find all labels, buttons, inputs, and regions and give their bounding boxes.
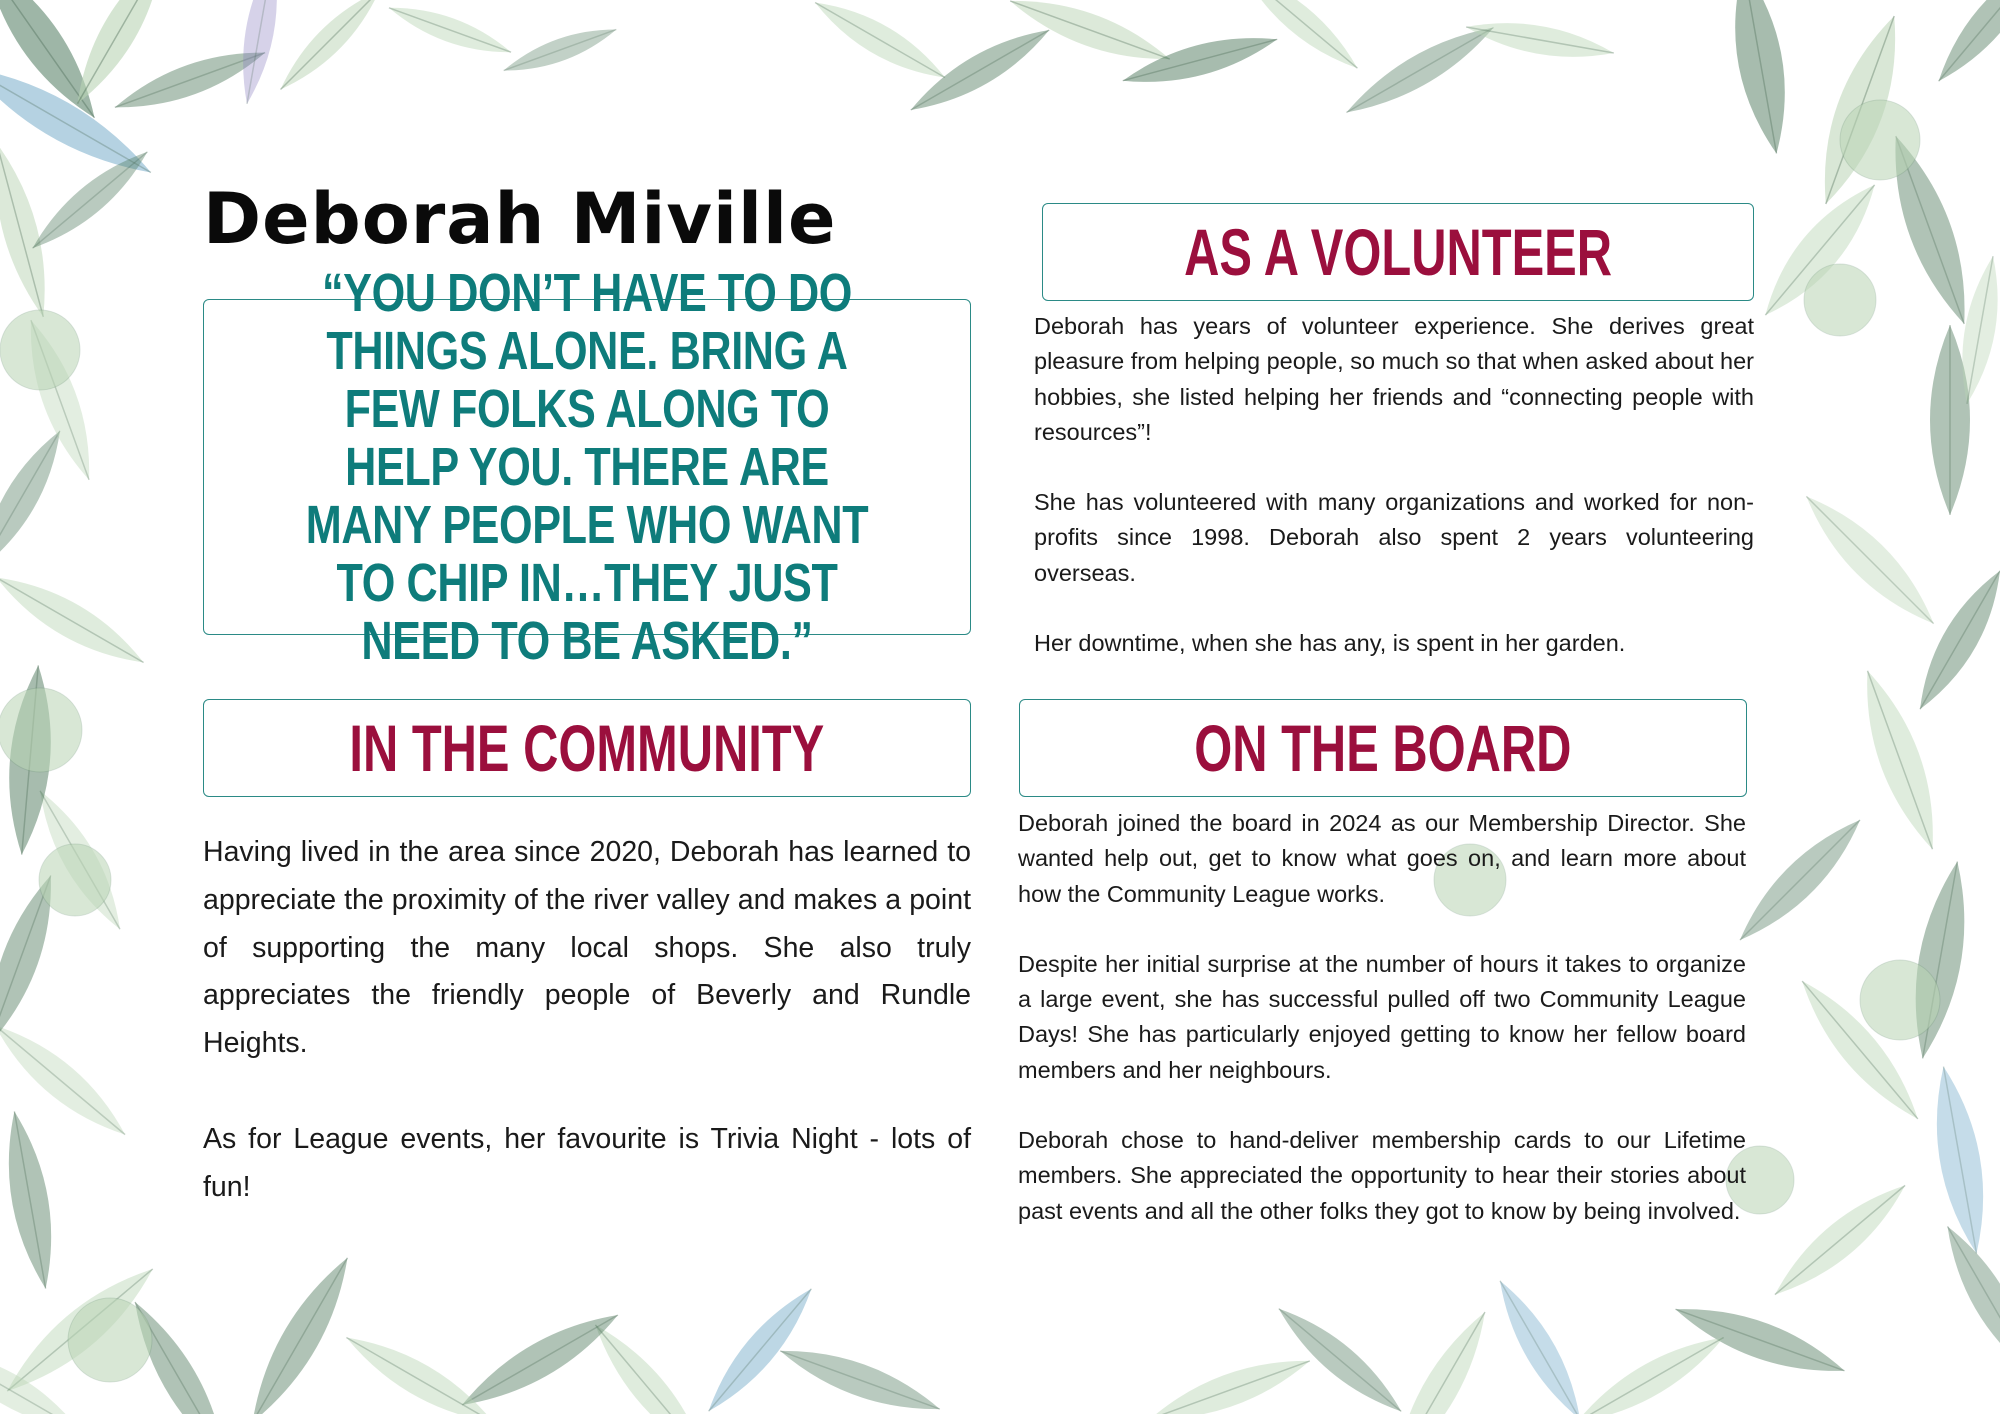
leaf-vein bbox=[1775, 1185, 1905, 1294]
leaf-vein bbox=[1740, 820, 1860, 940]
leaf-vein bbox=[504, 29, 617, 70]
leaf-vein bbox=[389, 8, 511, 52]
board-paragraph: Despite her initial surprise at the number of hours it takes to organize a large event, she has successful pulled off two Community League Days! She has particularly enjoyed getting to know her fellow board members and her neighbours. bbox=[1018, 950, 1746, 1083]
leaf-vein bbox=[709, 1289, 812, 1412]
leaf-shape bbox=[271, 0, 388, 99]
leaf-vein bbox=[1806, 496, 1933, 623]
leaf-vein bbox=[115, 53, 265, 108]
board-text bbox=[1018, 806, 1746, 1229]
leaf-shape bbox=[1269, 1297, 1411, 1414]
page-title: Deborah Miville bbox=[203, 178, 837, 260]
leaf-shape bbox=[237, 1249, 363, 1414]
section-heading-volunteer: AS A VOLUNTEER bbox=[1184, 215, 1612, 289]
eucalyptus-pod bbox=[0, 310, 80, 390]
volunteer-paragraph: Deborah has years of volunteer experience. She derives great pleasure from helping people, so much so that when asked about her hobbies, she listed helping her friends and “connecting people with resources”! bbox=[1034, 313, 1754, 445]
eucalyptus-pod bbox=[0, 688, 82, 772]
board-paragraph: Deborah joined the board in 2024 as our Membership Director. She wanted help out, get to know what goes on, and learn more about how the Community League works. bbox=[1018, 810, 1746, 907]
leaf-shape bbox=[808, 0, 953, 90]
community-paragraph: As for League events, her favourite is Trivia Night - lots of fun! bbox=[203, 1122, 971, 1203]
section-heading-community: IN THE COMMUNITY bbox=[349, 711, 825, 785]
eucalyptus-pod bbox=[68, 1298, 152, 1382]
leaf-shape bbox=[0, 423, 74, 578]
leaf-shape bbox=[1926, 0, 2000, 92]
leaf-shape bbox=[1905, 562, 2000, 718]
quote-box bbox=[203, 263, 971, 671]
leaf-vein bbox=[1920, 571, 2000, 710]
leaf-shape bbox=[385, 0, 515, 64]
leaf-shape bbox=[0, 1108, 63, 1292]
leaf-vein bbox=[462, 1315, 618, 1405]
section-heading-board: ON THE BOARD bbox=[1194, 711, 1572, 785]
eucalyptus-pod bbox=[1860, 960, 1940, 1040]
heading-box-volunteer bbox=[1042, 203, 1754, 301]
volunteer-paragraph: Her downtime, when she has any, is spent in her garden. bbox=[1034, 630, 1626, 657]
leaf-shape bbox=[454, 1300, 627, 1414]
community-paragraph: Having lived in the area since 2020, Deborah has learned to appreciate the proximity of the river valley and makes a point of supporting the many local shops. She also truly appreciates the friendly people of Beverly and Rundle Heights. bbox=[203, 836, 971, 1060]
leaf-vein bbox=[815, 3, 945, 78]
volunteer-text bbox=[1034, 309, 1754, 661]
eucalyptus-pod bbox=[1804, 264, 1876, 336]
leaf-vein bbox=[780, 1351, 940, 1409]
community-text bbox=[203, 829, 971, 1211]
eucalyptus-pod bbox=[39, 844, 111, 916]
leaf-shape bbox=[1722, 0, 1798, 157]
quote-text: “YOU DON’T HAVE TO DO THINGS ALONE. BRING A FEW FOLKS ALONG TO HELP YOU. THERE ARE MANY PEOPLE WHO WANT TO CHIP IN…THEY JUST NEED TO BE ASKED.” bbox=[305, 263, 869, 671]
board-paragraph: Deborah chose to hand-deliver membership cards to our Lifetime members. She appreciated the opportunity to hear their stories about past events and all the other folks they got to know by being involved. bbox=[1018, 1127, 1746, 1224]
leaf-shape bbox=[1568, 1324, 1731, 1414]
leaf-vein bbox=[1010, 1, 1170, 59]
leaf-shape bbox=[697, 1279, 823, 1414]
leaf-shape bbox=[233, 0, 287, 106]
eucalyptus-pod bbox=[1840, 100, 1920, 180]
leaf-vein bbox=[1346, 28, 1493, 113]
leaf-vein bbox=[33, 152, 148, 248]
leaf-shape bbox=[0, 563, 152, 677]
leaf-shape bbox=[1145, 1346, 1316, 1414]
leaf-vein bbox=[1279, 1309, 1402, 1412]
leaf-shape bbox=[1380, 1304, 1499, 1414]
heading-box-community bbox=[203, 699, 971, 797]
volunteer-paragraph: She has volunteered with many organizations and worked for non-profits since 1998. Deborah also spent 2 years volunteering overseas. bbox=[1034, 489, 1754, 586]
heading-box-board bbox=[1019, 699, 1747, 797]
leaf-shape bbox=[1487, 1273, 1593, 1414]
